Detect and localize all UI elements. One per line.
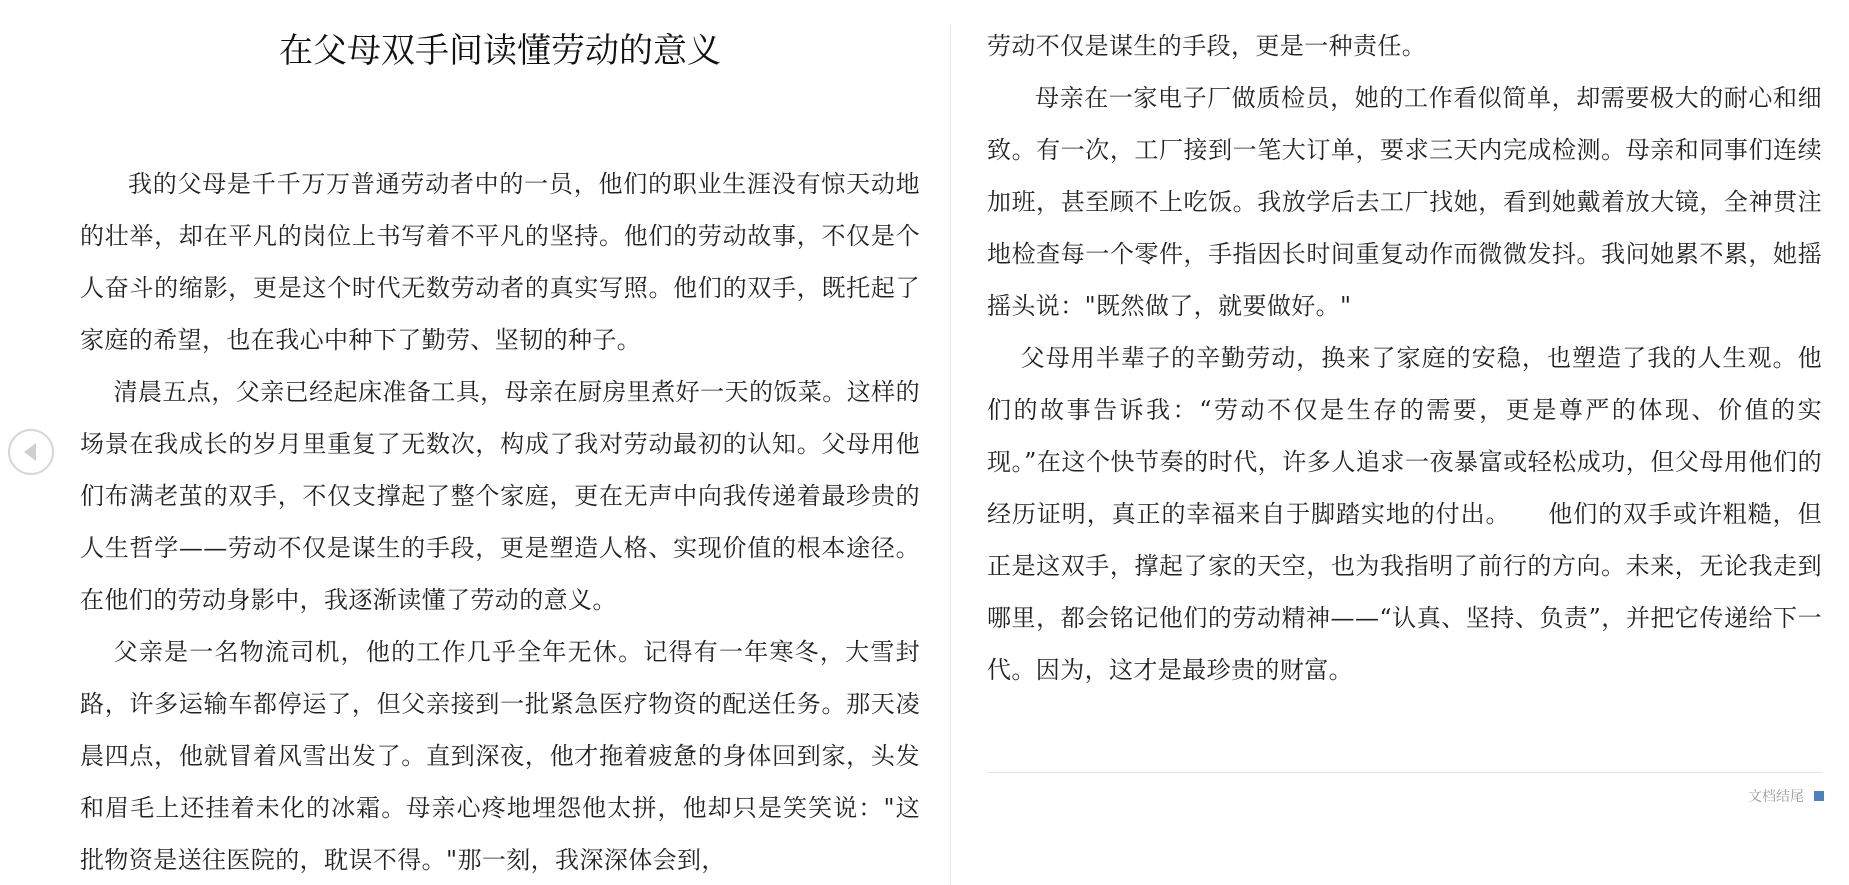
arrow-left-icon (24, 443, 36, 461)
prev-page-button[interactable] (8, 429, 54, 475)
paragraph-father: 父亲是一名物流司机，他的工作几乎全年无休。记得有一年寒冬，大雪封路，许多运输车都停运了，但父亲接到一批紧急医疗物资的配送任务。那天凌晨四点，他就冒着风雪出发了。直到深夜，他才拖着疲惫的身体回到家，头发和眉毛上还挂着未化的冰霜。母亲心疼地埋怨他太拼，他却只是笑笑说："这批物资是送往医院的，耽误不得。"那一刻，我深深体会到， (80, 638, 920, 874)
left-column (80, 20, 920, 885)
document-end-marker (1748, 786, 1824, 806)
right-column (987, 20, 1822, 696)
column-divider (950, 25, 951, 885)
title-spacer (80, 82, 920, 158)
end-square-icon (1814, 791, 1824, 801)
document-title: 在父母双手间读懂劳动的意义 (279, 31, 721, 71)
paragraph-intro: 我的父母是千千万万普通劳动者中的一员，他们的职业生涯没有惊天动地的壮举，却在平凡的岗位上书写着不平凡的坚持。他们的劳动故事，不仅是个人奋斗的缩影，更是这个时代无数劳动者的真实写照。他们的双手，既托起了家庭的希望，也在我心中种下了勤劳、坚韧的种子。 (80, 170, 920, 354)
paragraph-mother: 母亲在一家电子厂做质检员，她的工作看似简单，却需要极大的耐心和细致。有一次，工厂接到一笔大订单，要求三天内完成检测。母亲和同事们连续加班，甚至顾不上吃饭。我放学后去工厂找她，看到她戴着放大镜，全神贯注地检查每一个零件，手指因长时间重复动作而微微发抖。我问她累不累，她摇摇头说："既然做了，就要做好。" (987, 84, 1822, 320)
document-end-label: 文档结尾 (1748, 789, 1804, 805)
paragraph-morning: 清晨五点，父亲已经起床准备工具，母亲在厨房里煮好一天的饭菜。这样的场景在我成长的岁月里重复了无数次，构成了我对劳动最初的认知。父母用他们布满老茧的双手，不仅支撑起了整个家庭，更在无声中向我传递着最珍贵的人生哲学——劳动不仅是谋生的手段，更是塑造人格、实现价值的根本途径。在他们的劳动身影中，我逐渐读懂了劳动的意义。 (80, 378, 920, 614)
paragraph-conclusion: 父母用半辈子的辛勤劳动，换来了家庭的安稳，也塑造了我的人生观。他们的故事告诉我：“劳动不仅是生存的需要，更是尊严的体现、价值的实现。”在这个快节奏的时代，许多人追求一夜暴富或轻松成功，但父母用他们的经历证明，真正的幸福来自于脚踏实地的付出。 他们的双手或许粗糙，但正是这双手，撑起了家的天空，也为我指明了前行的方向。未来，无论我走到哪里，都会铭记他们的劳动精神——“认真、坚持、负责”，并把它传递给下一代。因为，这才是最珍贵的财富。 (987, 344, 1822, 684)
paragraph-continued: 劳动不仅是谋生的手段，更是一种责任。 (987, 32, 1427, 60)
footer-divider (987, 772, 1822, 773)
